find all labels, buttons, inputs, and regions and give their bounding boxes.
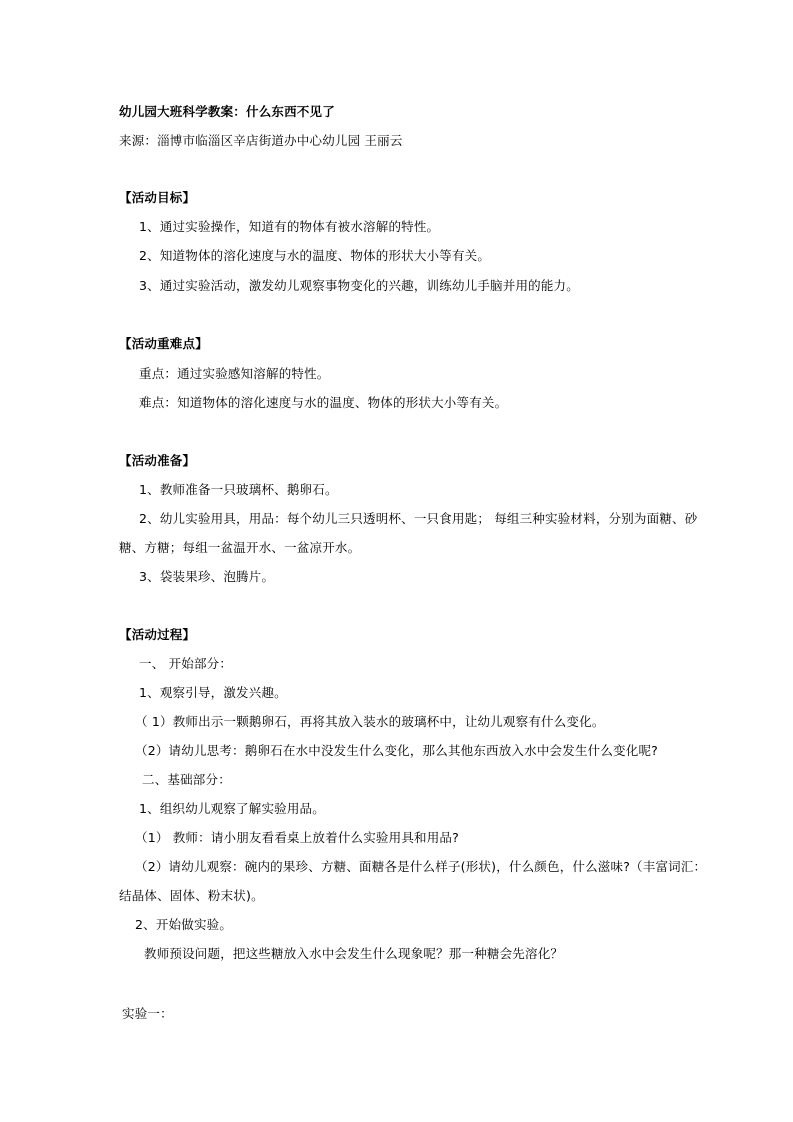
difficulty-point: 难点：知道物体的溶化速度与水的温度、物体的形状大小等有关。 bbox=[139, 395, 508, 410]
part2-heading: 二、基础部分： bbox=[142, 772, 231, 787]
process-item: 1、观察引导，激发兴趣。 bbox=[139, 685, 287, 700]
prep-item: 3、袋装果珍、泡腾片。 bbox=[139, 569, 275, 584]
part1-heading: 一、 开始部分： bbox=[139, 656, 233, 671]
goals-heading: 【活动目标】 bbox=[119, 190, 196, 205]
document-title: 幼儿园大班科学教案：什么东西不见了 bbox=[119, 104, 335, 119]
process-sub-item: （2）请幼儿观察：碗内的果珍、方糖、面糖各是什么样子(形状)，什么颜色，什么滋味?（丰富词汇： bbox=[135, 859, 707, 874]
goal-item: 2、知道物体的溶化速度与水的温度、物体的形状大小等有关。 bbox=[139, 248, 491, 263]
process-sub-item: （ 1）教师出示一颗鹅卵石，再将其放入装水的玻璃杯中，让幼儿观察有什么变化。 bbox=[135, 714, 605, 729]
process-sub-item: （2）请幼儿思考：鹅卵石在水中没发生什么变化，那么其他东西放入水中会发生什么变化呢? bbox=[135, 743, 658, 758]
process-sub-item-continued: 结晶体、固体、粉末状)。 bbox=[119, 888, 264, 903]
prep-item-continued: 糖、方糖；每组一盆温开水、一盆凉开水。 bbox=[119, 540, 361, 555]
prep-item: 2、幼儿实验用具，用品：每个幼儿三只透明杯、一只食用匙； 每组三种实验材料，分别为面糖、砂 bbox=[139, 511, 698, 526]
process-sub-item: （1） 教师：请小朋友看看桌上放着什么实验用具和用品? bbox=[135, 830, 459, 845]
process-item: 2、开始做实验。 bbox=[135, 917, 233, 932]
experiment-heading: 实验一： bbox=[122, 1006, 173, 1021]
prep-heading: 【活动准备】 bbox=[119, 453, 196, 468]
key-point: 重点：通过实验感知溶解的特性。 bbox=[139, 366, 330, 381]
focus-heading: 【活动重难点】 bbox=[119, 336, 208, 351]
process-paragraph: 教师预设问题，把这些糖放入水中会发生什么现象呢？那一种糖会先溶化？ bbox=[144, 946, 564, 961]
process-item: 1、组织幼儿观察了解实验用品。 bbox=[139, 801, 325, 816]
source-line: 来源：淄博市临淄区辛店街道办中心幼儿园 王丽云 bbox=[119, 133, 403, 148]
process-heading: 【活动过程】 bbox=[119, 627, 196, 642]
goal-item: 1、通过实验操作，知道有的物体有被水溶解的特性。 bbox=[139, 219, 440, 234]
goal-item: 3、通过实验活动，激发幼儿观察事物变化的兴趣，训练幼儿手脑并用的能力。 bbox=[139, 278, 579, 293]
prep-item: 1、教师准备一只玻璃杯、鹅卵石。 bbox=[139, 482, 338, 497]
